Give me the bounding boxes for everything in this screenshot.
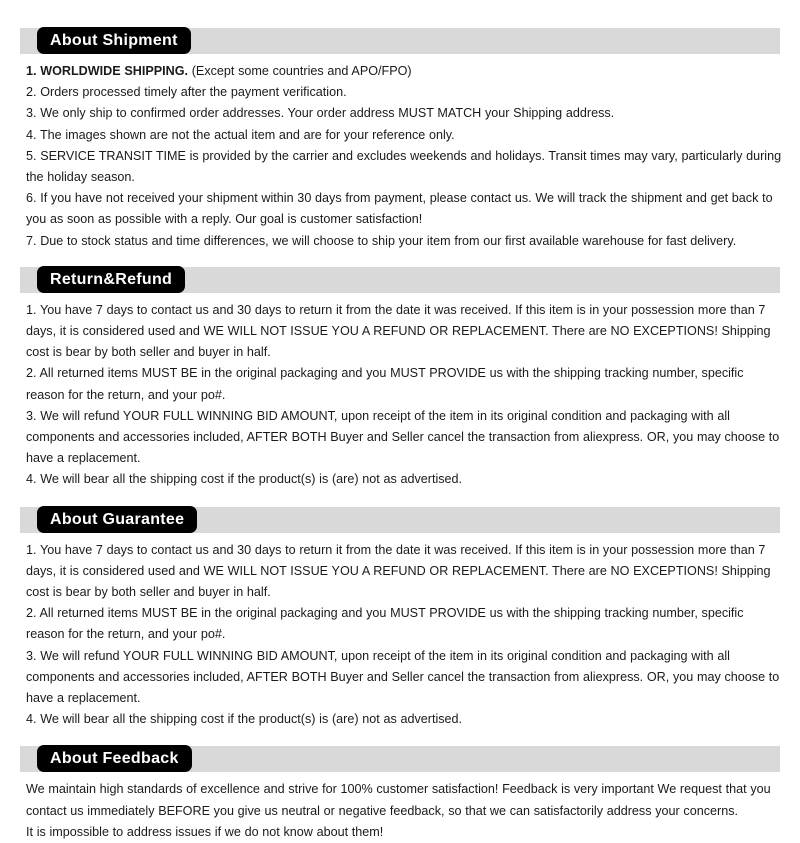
section-title-about-shipment: About Shipment [37,27,191,54]
paragraph-return-2: 2. All returned items MUST BE in the original packaging and you MUST PROVIDE us with the shipping tracking number, specific reason for the return, and your po#. [26,366,744,402]
paragraph-shipment-4: 4. The images shown are not the actual item and are for your reference only. [26,127,455,142]
paragraph-feedback-2: It is impossible to address issues if we do not know about them! [26,824,384,839]
paragraph-return-3: 3. We will refund YOUR FULL WINNING BID AMOUNT, upon receipt of the item in its original condition and packaging with all components and accessories included, AFTER BOTH Buyer and Seller cancel the transaction from aliexpress. OR, you may choose to have a replacement. [26,408,780,466]
section-return-refund [0,267,800,491]
paragraph-shipment-3: 3. We only ship to confirmed order addresses. Your order address MUST MATCH your Shipping address. [26,106,615,121]
paragraph-shipment-5: 5. SERVICE TRANSIT TIME is provided by the carrier and excludes weekends and holidays. Transit times may vary, particularly during the holiday season. [26,148,782,185]
section-header-about-guarantee [20,507,780,533]
section-body-about-feedback [26,779,782,843]
section-body-return-refund [26,300,782,491]
paragraph-shipment-1 [26,61,782,82]
section-title-return-refund: Return&Refund [37,266,185,293]
paragraph-shipment-6: 6. If you have not received your shipment within 30 days from payment, please contact us. We will track the shipment and get back to you as soon as possible with a reply. Our goal is customer satisfaction! [26,191,773,227]
paragraph-guarantee-2: 2. All returned items MUST BE in the original packaging and you MUST PROVIDE us with the shipping tracking number, specific reason for the return, and your po#. [26,606,744,642]
section-body-about-guarantee [26,540,782,731]
section-spacer-2 [0,495,800,507]
paragraph-shipment-1-text: (Except some countries and APO/FPO) [188,64,412,78]
section-about-feedback [0,746,800,843]
paragraph-guarantee-4: 4. We will bear all the shipping cost if the product(s) is (are) not as advertised. [26,712,463,727]
paragraph-shipment-1-bold: 1. WORLDWIDE SHIPPING. [26,64,189,78]
paragraph-return-1: 1. You have 7 days to contact us and 30 days to return it from the date it was received. If this item is in your possession more than 7 days, it is considered used and WE WILL NOT ISSUE YOU A REFUND OR REPLACEMENT. There are NO EXCEPTIONS! Shipping cost is bear by both seller and buyer in half. [26,302,771,360]
paragraph-shipment-7: 7. Due to stock status and time differences, we will choose to ship your item from our first available warehouse for fast delivery. [26,233,737,248]
section-about-shipment [0,28,800,252]
paragraph-guarantee-1: 1. You have 7 days to contact us and 30 days to return it from the date it was received. If this item is in your possession more than 7 days, it is considered used and WE WILL NOT ISSUE YOU A REFUND OR REPLACEMENT. There are NO EXCEPTIONS! Shipping cost is bear by both seller and buyer in half. [26,542,771,600]
section-header-return-refund [20,267,780,293]
paragraph-feedback-1: We maintain high standards of excellence and strive for 100% customer satisfaction! Feedback is very important We request that you contact us immediately BEFORE you give us neutral or negative feedback, so that we can satisfactorily address your concerns. [26,782,771,818]
section-body-about-shipment [26,61,782,252]
paragraph-shipment-2: 2. Orders processed timely after the payment verification. [26,85,347,100]
paragraph-return-4: 4. We will bear all the shipping cost if the product(s) is (are) not as advertised. [26,472,463,487]
paragraph-guarantee-3: 3. We will refund YOUR FULL WINNING BID AMOUNT, upon receipt of the item in its original condition and packaging with all components and accessories included, AFTER BOTH Buyer and Seller cancel the transaction from aliexpress. OR, you may choose to have a replacement. [26,648,780,706]
section-title-about-feedback: About Feedback [37,745,192,772]
section-about-guarantee [0,507,800,731]
section-title-about-guarantee: About Guarantee [37,506,197,533]
section-header-about-feedback [20,746,780,772]
section-header-about-shipment [20,28,780,54]
